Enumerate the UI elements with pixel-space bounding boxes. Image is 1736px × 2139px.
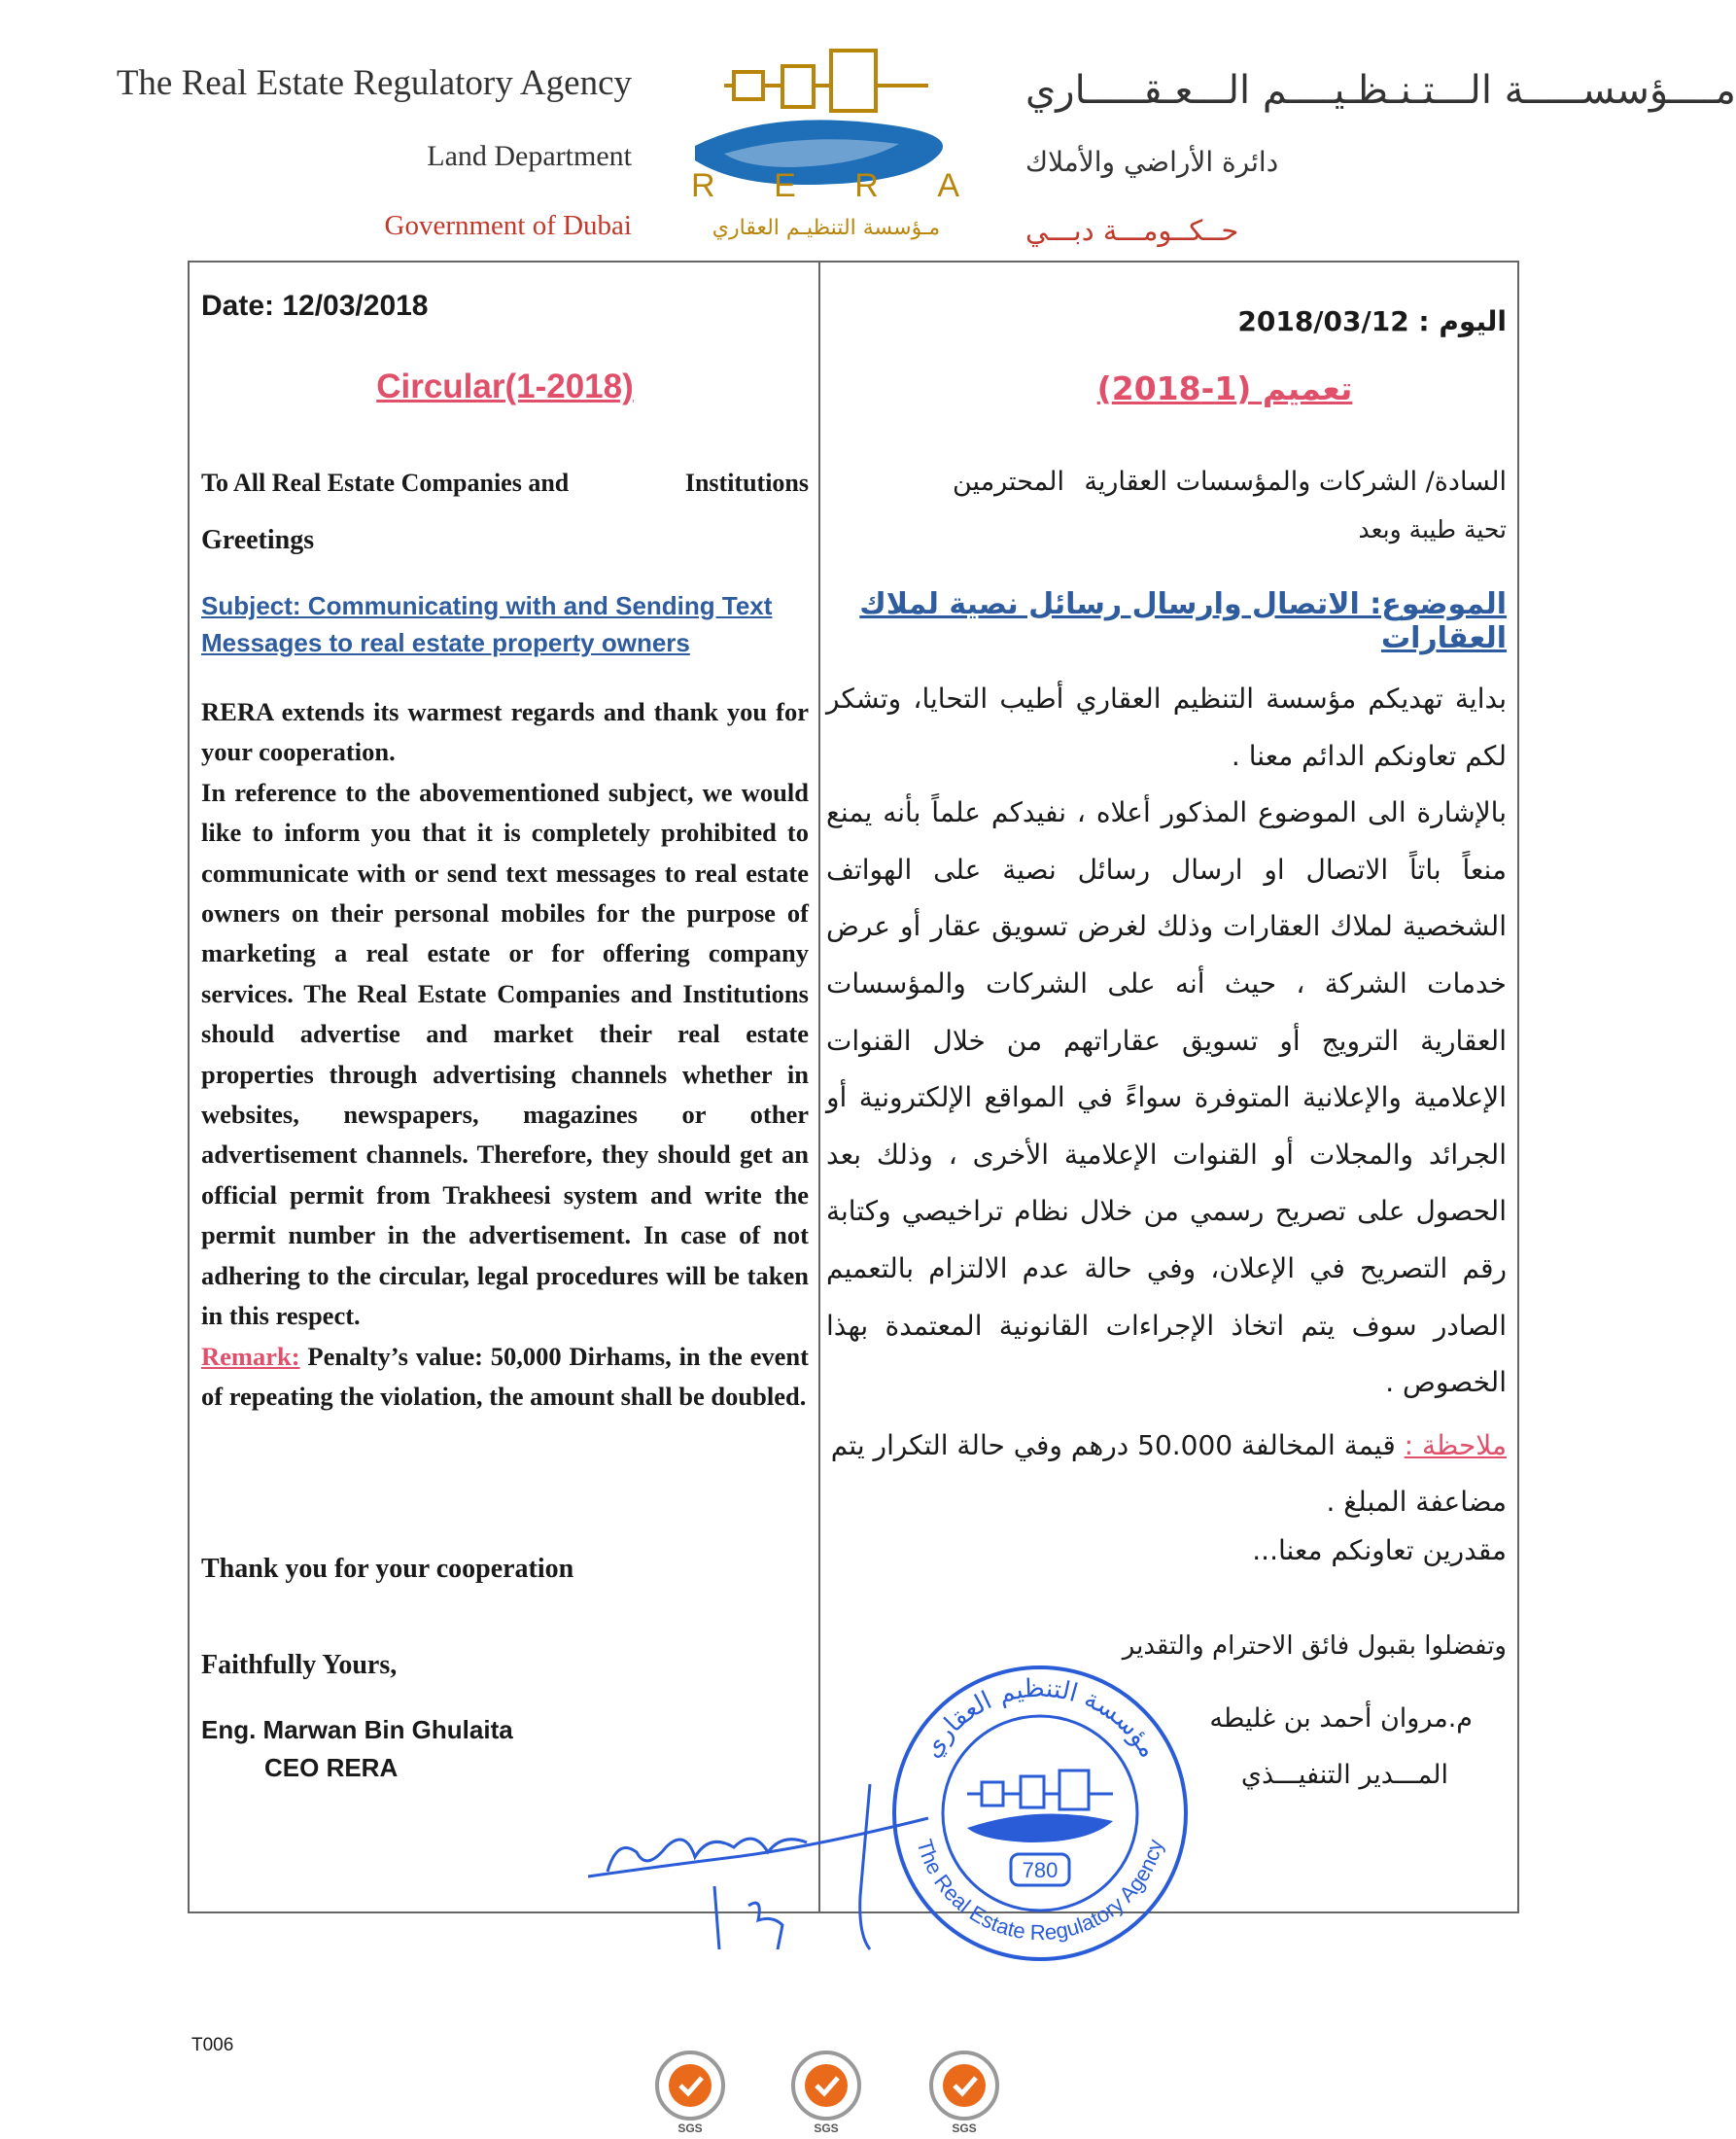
agency-name-ar: مــــؤسســـــة الـــتـنـظـيــــم الـــعـقـــــاري (1025, 68, 1736, 113)
sgs-label: SGS (814, 2121, 839, 2135)
logo-arabic-name: مـؤسسة التنظيـم العقاري (712, 216, 941, 240)
greetings-ar: تحية طيبة وبعد (1358, 515, 1507, 544)
addressee-en-right: Institutions (684, 469, 809, 497)
logo-letter: R (691, 167, 717, 204)
thanks-en: Thank you for your cooperation (201, 1554, 574, 1584)
svg-text:مؤسسة التنظيم العقاري (918, 1674, 1163, 1764)
respect-closing-ar: وتفضلوا بقبول فائق الاحترام والتقدير (1122, 1631, 1507, 1661)
thanks-ar: مقدرين تعاونكم معنا... (1252, 1534, 1507, 1566)
signatory-title-ar: المـــدير التنفيـــذي (1240, 1760, 1448, 1790)
remark-text-ar: قيمة المخالفة 50.000 درهم وفي حالة التكرار يتم مضاعفة المبلغ . (830, 1429, 1507, 1518)
column-divider (818, 261, 820, 1913)
body-en-para1: RERA extends its warmest regards and thank you for your cooperation. (201, 697, 809, 767)
handwritten-signature (578, 1779, 948, 1954)
body-ar (826, 671, 1507, 1412)
government-name-en: Government of Dubai (384, 210, 632, 241)
stamp-number: 780 (1022, 1858, 1059, 1882)
addressee-en-left: To All Real Estate Companies and (201, 469, 570, 497)
subject-ar: الموضوع: الاتصال وارسال رسائل نصية لملاك العقارات (859, 587, 1507, 655)
body-ar-para1: بداية تهديكم مؤسسة التنظيم العقاري أطيب التحايا، وتشكر لكم تعاونكم الدائم معنا . (826, 683, 1507, 772)
body-ar-para2: بالإشارة الى الموضوع المذكور أعلاه ، نفيدكم علماً بأنه يمنع منعاً باتاً الاتصال او ارسال رسائل نصية على الهواتف الشخصية لملاك العقارات وذلك لغرض تسويق عقار أو عرض خدمات الشركة ، حيث أنه على الشركات والمؤسسات العقارية الترويج أو تسويق عقاراتهم من خلال القنوات الإعلامية والإعلانية المتوفرة سواءً في المواقع الإلكترونية أو الجرائد والمجلات أو القنوات الإعلامية الأخرى ، وذلك بعد الحصول على تصريح رسمي من خلال نظام تراخيصي وكتابة رقم التصريح في الإعلان، وفي حالة عدم الالتزام بالتعميم الصادر سوف يتم اتخاذ الإجراءات القانونية المعتمدة بهذا الخصوص . (826, 796, 1507, 1399)
subject-en-line2: Messages to real estate property owners (201, 628, 690, 657)
stamp-text-en: The Real Estate Regulatory Agency (912, 1836, 1168, 1946)
circular-title-en: Circular(1-2018) (376, 368, 634, 405)
date-en: Date: 12/03/2018 (201, 290, 429, 322)
signatory-name-en: Eng. Marwan Bin Ghulaita (201, 1715, 513, 1744)
addressee-ar (836, 467, 1507, 497)
closing-en: Faithfully Yours, (201, 1650, 398, 1680)
logo-letter: R (854, 167, 881, 204)
body-en (201, 692, 809, 1417)
addressee-ar-right: السادة/ الشركات والمؤسسات العقارية (1084, 467, 1507, 497)
remark-text-en: Penalty’s value: 50,000 Dirhams, in the event of repeating the violation, the amount shall be doubled. (201, 1341, 809, 1411)
sgs-certification-badge (787, 2047, 865, 2124)
remark-label-en: Remark: (201, 1341, 300, 1371)
department-name-en: Land Department (427, 140, 632, 172)
subject-en (201, 587, 809, 661)
logo-letters (685, 167, 967, 205)
sgs-label: SGS (677, 2121, 703, 2135)
greetings-en: Greetings (201, 525, 315, 555)
remark-ar (826, 1418, 1507, 1530)
government-name-ar: حــكــومـــة دبـــي (1025, 214, 1239, 247)
addressee-ar-left: المحترمين (953, 467, 1064, 497)
logo-letter: A (937, 167, 961, 204)
remark-label-ar: ملاحظة : (1404, 1429, 1507, 1461)
logo-letter: E (774, 167, 798, 204)
department-name-ar: دائرة الأراضي والأملاك (1025, 146, 1279, 178)
remark-en (201, 1337, 809, 1418)
document-code: T006 (191, 2035, 234, 2055)
subject-en-line1: Subject: Communicating with and Sending Text (201, 591, 773, 620)
date-ar: اليوم : 2018/03/12 (1237, 305, 1507, 337)
stamp-text-ar: مؤسسة التنظيم العقاري (917, 1673, 1163, 1764)
addressee-en (201, 469, 809, 498)
agency-name-en: The Real Estate Regulatory Agency (116, 63, 632, 103)
signatory-name-ar: م.مروان أحمد بن غليطه (1209, 1703, 1473, 1734)
circular-title-ar: تعميم (1-2018) (1096, 369, 1353, 407)
body-en-para2: In reference to the abovementioned subject, we would like to inform you that it is completely prohibited to communicate with or send text messages to real estate owners on their personal mobiles for the purpose of marketing a real estate or for offering company services. The Real Estate Companies and Institutions should advertise and market their real estate properties through advertising channels whether in websites, newspapers, magazines or other advertisement channels. Therefore, they should get an official permit from Trakheesi system and write the permit number in the advertisement. In case of not adhering to the circular, legal procedures will be taken in this respect. (201, 777, 809, 1331)
sgs-certification-badge (651, 2047, 729, 2124)
signatory-title-en: CEO RERA (264, 1753, 399, 1782)
sgs-label: SGS (952, 2121, 977, 2135)
sgs-certification-badge (925, 2047, 1003, 2124)
